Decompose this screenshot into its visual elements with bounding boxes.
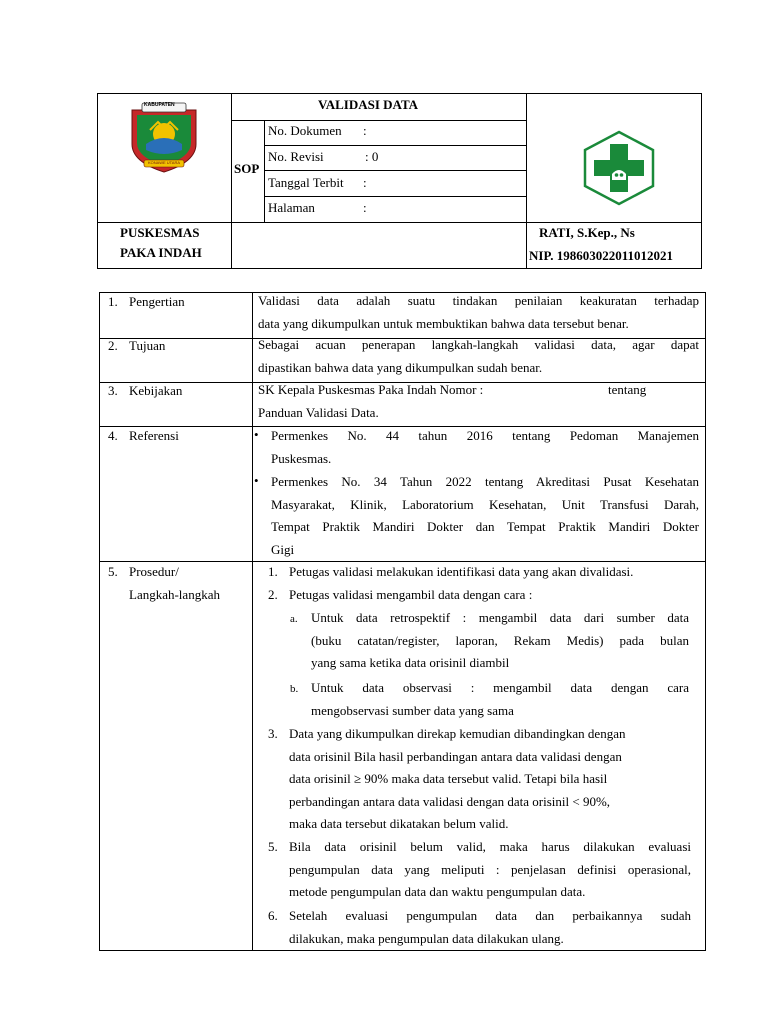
field-no-dokumen-label: No. Dokumen: [268, 123, 342, 138]
section-2-label: Tujuan: [129, 338, 166, 353]
step-2-number: 2.: [268, 587, 278, 602]
section-3-content: SK Kepala Puskesmas Paka Indah Nomor : tentang Panduan Validasi Data.: [258, 382, 647, 420]
field-halaman-label: Halaman: [268, 200, 315, 215]
section-4-label: Referensi: [129, 428, 179, 443]
section-4-number: 4.: [108, 428, 118, 443]
document-title: VALIDASI DATA: [318, 97, 419, 112]
step-b-text: Untuk data observasi : mengambil data dengan cara mengobservasi sumber data yang sama: [311, 680, 689, 718]
step-3-number: 3.: [268, 726, 278, 741]
section-3-label: Kebijakan: [129, 383, 183, 398]
step-a-text: Untuk data retrospektif : mengambil data dari sumber data (buku catatan/register, laporan, Rekam Medis) pada bulan yang sama ketika data orisinil diambil: [311, 610, 689, 670]
logo-bottom-text: KONAWE UTARA: [148, 160, 181, 165]
reference-item-1: Permenkes No. 44 tahun 2016 tentang Pedoman Manajemen Puskesmas.: [271, 428, 699, 466]
step-1-number: 1.: [268, 564, 278, 579]
step-6-number: 6.: [268, 908, 278, 923]
section-5-label-line2: Langkah-langkah: [129, 587, 220, 602]
section-1-label: Pengertian: [129, 294, 185, 309]
step-b-number: b.: [290, 683, 299, 695]
section-2-number: 2.: [108, 338, 118, 353]
section-5-label-line1: Prosedur/: [129, 564, 179, 579]
section-1-content: Validasi data adalah suatu tindakan penilaian keakuratan terhadap data yang dikumpulkan untuk membuktikan bahwa data tersebut benar.: [258, 293, 699, 331]
section-5-number: 5.: [108, 564, 118, 579]
step-3-text: Data yang dikumpulkan direkap kemudian dibandingkan dengan data orisinil Bila hasil perbandingan antara data validasi dengan data orisinil ≥ 90% maka data tersebut valid. Tetapi bila hasil perbandingan antara data validasi dengan data orisinil < 90%, maka data tersebut dikatakan belum valid.: [289, 726, 626, 831]
section-1-number: 1.: [108, 294, 118, 309]
step-a-number: a.: [290, 613, 298, 625]
field-tanggal-terbit-label: Tanggal Terbit: [268, 175, 344, 190]
signer-nip: NIP. 198603022011012021: [529, 248, 673, 263]
field-halaman-sep: :: [363, 200, 367, 215]
reference-bullet-1: •: [254, 427, 259, 442]
step-2-text: Petugas validasi mengambil data dengan cara :: [289, 587, 533, 602]
step-5-text: Bila data orisinil belum valid, maka harus dilakukan evaluasi pengumpulan data yang meliputi : penjelasan definisi operasional, metode pengumpulan data dan waktu pengumpulan data.: [289, 839, 691, 899]
signer-name: RATI, S.Kep., Ns: [539, 225, 635, 240]
logo-top-text: KABUPATEN: [144, 102, 175, 108]
reference-bullet-2: •: [254, 473, 259, 488]
reference-item-2: Permenkes No. 34 Tahun 2022 tentang Akreditasi Pusat Kesehatan Masyarakat, Klinik, Laboratorium Kesehatan, Unit Transfusi Darah, Tempat Praktik Mandiri Dokter dan Tempat Praktik Mandiri Dokter Gigi: [271, 474, 699, 557]
section-2-content: Sebagai acuan penerapan langkah-langkah validasi data, agar dapat dipastikan bahwa data yang dikumpulkan sudah benar.: [258, 337, 699, 375]
field-no-revisi-sep: : 0: [365, 149, 379, 164]
section-3-number: 3.: [108, 383, 118, 398]
sop-label: SOP: [234, 161, 260, 176]
step-6-text: Setelah evaluasi pengumpulan data dan perbaikannya sudah dilakukan, maka pengumpulan data dilakukan ulang.: [289, 908, 691, 946]
field-tanggal-terbit-sep: :: [363, 175, 367, 190]
sop-header-table: [97, 93, 702, 269]
step-5-number: 5.: [268, 839, 278, 854]
field-no-dokumen-sep: :: [363, 123, 367, 138]
org-name-line1: PUSKESMAS: [120, 225, 200, 240]
org-name-line2: PAKA INDAH: [120, 245, 202, 260]
step-1-text: Petugas validasi melakukan identifikasi data yang akan divalidasi.: [289, 564, 634, 579]
puskesmas-logo: [582, 130, 656, 206]
field-no-revisi-label: No. Revisi: [268, 149, 324, 164]
